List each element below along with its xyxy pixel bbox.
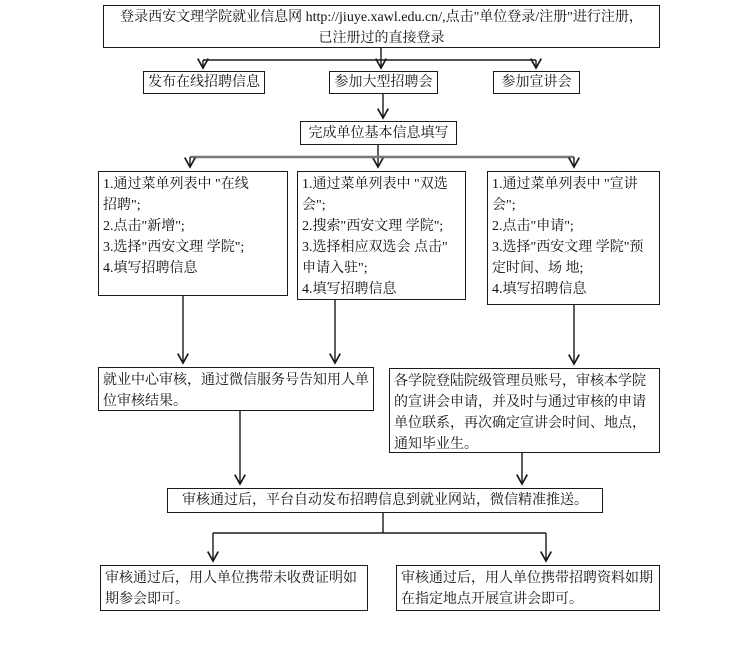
step-line: 4.填写招聘信息 xyxy=(302,282,397,297)
step-line: 2.点击"新增"; xyxy=(103,219,185,234)
hold-session-box: 审核通过后，用人单位携带招聘资料如期在指定地点开展宣讲会即可。 xyxy=(396,565,660,611)
login-register-line2: 已注册过的直接登录 xyxy=(318,31,445,46)
info-session-steps-box xyxy=(487,171,660,305)
basic-info-box: 完成单位基本信息填写 xyxy=(300,121,457,145)
step-line: 定时间、场 地; xyxy=(492,261,584,276)
branch-job-fair-box: 参加大型招聘会 xyxy=(329,71,438,94)
employment-center-review-box: 就业中心审核，通过微信服务号告知用人单位审核结果。 xyxy=(98,367,374,411)
step-line: 2.点击"申请"; xyxy=(492,219,574,234)
step-line: 3.选择相应双选会 点击" xyxy=(302,240,448,255)
step-line: 3.选择"西安文理 学院"; xyxy=(103,240,245,255)
step-line: 会"; xyxy=(302,198,326,213)
step-line: 1.通过菜单列表中 "宣讲 xyxy=(492,177,638,192)
online-recruitment-steps-box xyxy=(98,171,288,296)
college-review-box: 各学院登陆院级管理员账号，审核本学院的宣讲会申请，并及时与通过审核的申请单位联系，再次确定宣讲会时间、地点，通知毕业生。 xyxy=(389,368,660,453)
step-line: 4.填写招聘信息 xyxy=(103,261,198,276)
job-fair-steps-box xyxy=(297,171,466,300)
step-line: 1.通过菜单列表中 "在线 xyxy=(103,177,249,192)
login-register-line1: 登录西安文理学院就业信息网 http://jiuye.xawl.edu.cn/,点击"单位登录/注册"进行注册， xyxy=(120,10,643,25)
attend-fair-box: 审核通过后，用人单位携带未收费证明如期参会即可。 xyxy=(100,565,368,611)
step-line: 3.选择"西安文理 学院"预 xyxy=(492,240,644,255)
login-register-box xyxy=(103,5,660,48)
step-line: 申请入驻"; xyxy=(302,261,368,276)
step-line: 1.通过菜单列表中 "双选 xyxy=(302,177,448,192)
step-line: 招聘"; xyxy=(103,198,141,213)
step-line: 2.搜索"西安文理 学院"; xyxy=(302,219,444,234)
publish-result-box: 审核通过后，平台自动发布招聘信息到就业网站，微信精准推送。 xyxy=(167,488,603,513)
branch-online-recruitment-box: 发布在线招聘信息 xyxy=(143,71,265,94)
branch-info-session-box: 参加宣讲会 xyxy=(493,71,580,94)
step-line: 会"; xyxy=(492,198,516,213)
step-line: 4.填写招聘信息 xyxy=(492,282,587,297)
